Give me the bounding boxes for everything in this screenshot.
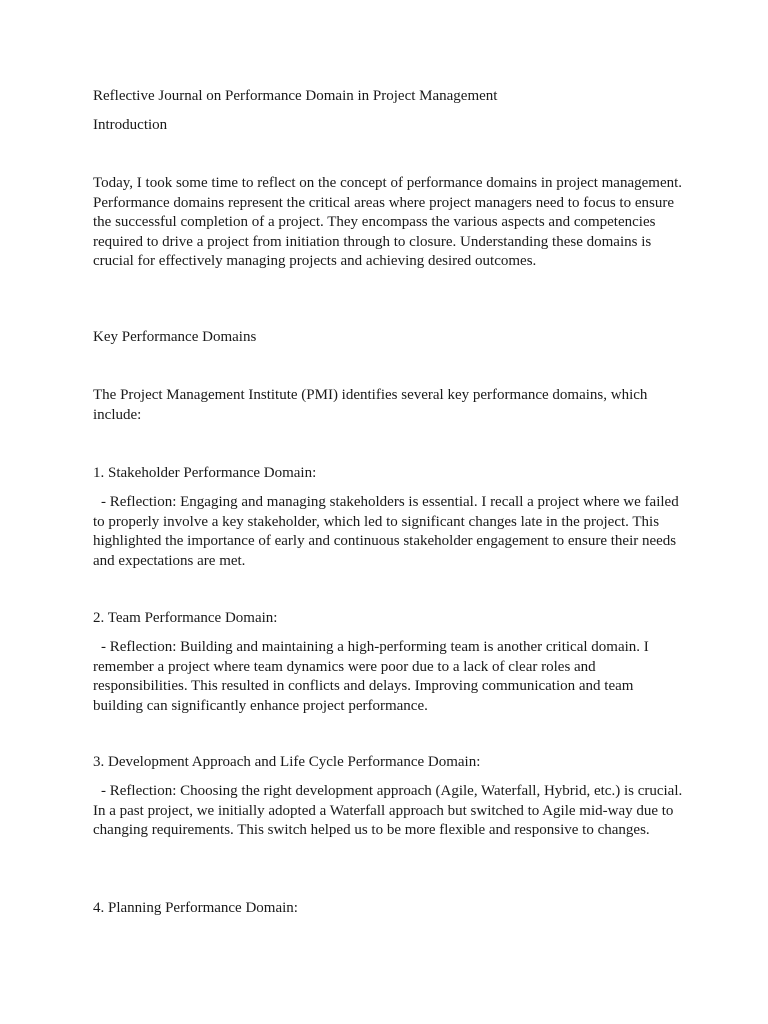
domain-reflection-development: - Reflection: Choosing the right development approach (Agile, Waterfall, Hybrid, etc.) is crucial. In a past project, we initially adopted a Waterfall approach but switched to Agile mid-way due to changing requirements. This switch helped us to be more flexible and responsive to changes. bbox=[93, 783, 683, 838]
document-title: Reflective Journal on Performance Domain in Project Management bbox=[93, 88, 498, 104]
intro-heading: Introduction bbox=[93, 117, 168, 133]
domain-reflection-team: - Reflection: Building and maintaining a high-performing team is another critical domain. I remember a project where team dynamics were poor due to a lack of clear roles and responsibilities. This resulted in conflicts and delays. Improving communication and team building can significantly enhance project performance. bbox=[93, 639, 649, 714]
domain-heading-team: 2. Team Performance Domain: bbox=[93, 610, 278, 626]
domain-heading-planning: 4. Planning Performance Domain: bbox=[93, 900, 298, 916]
key-domains-heading: Key Performance Domains bbox=[93, 329, 257, 345]
domain-heading-development: 3. Development Approach and Life Cycle Performance Domain: bbox=[93, 754, 481, 770]
intro-paragraph: Today, I took some time to reflect on the concept of performance domains in project management. Performance domains represent the critical areas where project managers need to focus to ensure the successful completion of a project. They encompass the various aspects and competencies required to drive a project from initiation through to closure. Understanding these domains is crucial for effectively managing projects and achieving desired outcomes. bbox=[93, 175, 683, 269]
key-domains-paragraph: The Project Management Institute (PMI) identifies several key performance domains, which include: bbox=[93, 387, 648, 423]
domain-heading-stakeholder: 1. Stakeholder Performance Domain: bbox=[93, 465, 317, 481]
domain-reflection-stakeholder: - Reflection: Engaging and managing stakeholders is essential. I recall a project where we failed to properly involve a key stakeholder, which led to significant changes late in the project. This highlighted the importance of early and continuous stakeholder engagement to ensure their needs and expectations are met. bbox=[93, 494, 679, 569]
